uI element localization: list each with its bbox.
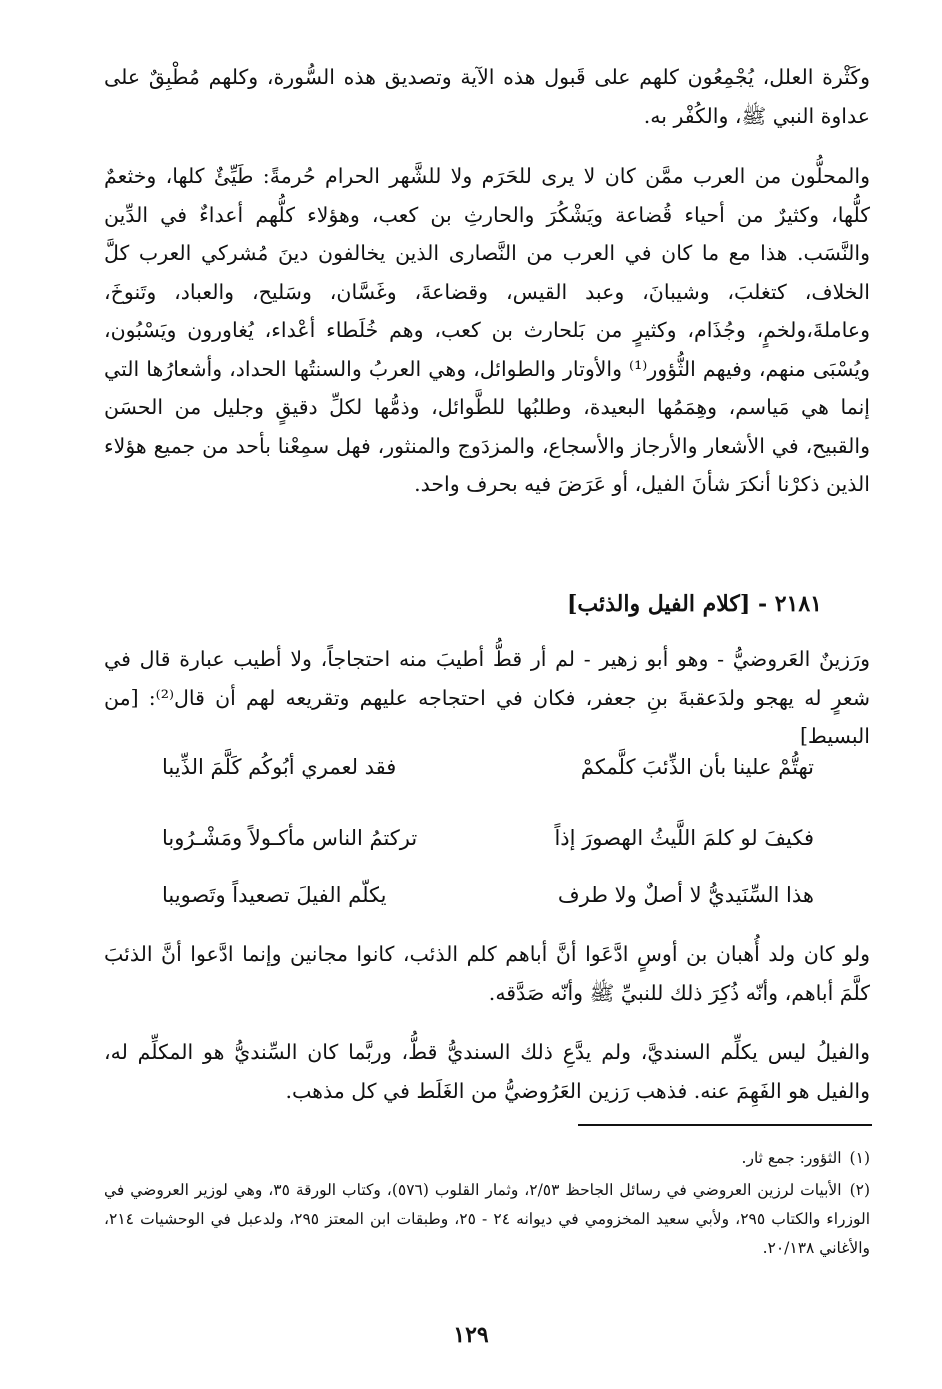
footnote-2-text: الأبيات لرزين العروضي في رسائل الجاحظ ٢/٥٣، وثمار القلوب (٥٧٦)، وكتاب الورقة ٣٥، وهي لوزير العروضي في الوزراء والكتاب ٢٩٥، ولأبي سعيد المخزومي في ديوانه ٢٤ - ٢٥، وطبقات ابن المعتز ٢٩٥، ولدعبل في الوحشيات ٢١٤، والأغاني ٢٠/١٣٨.	[104, 1181, 871, 1257]
footnote-1-number: (١)	[849, 1149, 870, 1167]
paragraph-2: والمحلُّون من العرب ممَّن كان لا يرى للحَرَم ولا للشَّهر الحرام حُرمةً: طَيِّئٌ كلها، وخثعمٌ كلُّها، وكثيرٌ من أحياء قُضاعة ويَشْكُرَ والحارثِ بن كعب، وهؤلاء كلُّهم أعداءٌ في الدِّين والنَّسَب. هذا مع ما كان في العرب من النَّصارى الذين يخالفون دينَ مُشركي العرب كلَّ الخلاف، كتغلبَ، وشيبانَ، وعبد القيس، وقضاعةَ، وغَسَّان، وسَليح، والعباد، وتَنوخَ، وعاملةَ،ولخمٍ، وجُذَام، وكثيرٍ من بَلحارث بن كعب، وهم خُلَطاء أعْداء، يُغاورون ويَسْبُون، ويُسْبَى منهم، وفيهم الثُّؤور⁽¹⁾ والأوتار والطوائل، وهي العربُ والسنتُها الحداد، وأشعارُها التي إنما هي مَياسم، وهِمَمُها البعيدة، وطلبُها للطَّوائل، وذمُّها لكلِّ دقيقٍ وجليل من الحسَن والقبيح، في الأشعار والأرجاز والأسجاع، والمزدَوج والمنثور، فهل سمِعْنا بأحد من جميع هؤلاء الذين ذكرْنا أنكرَ شأنَ الفيل، أو عَرَضَ فيه بحرف واحد.	[104, 164, 870, 496]
footnote-1	[104, 1144, 870, 1173]
verse-2-second-hemistich: تركتمُ الناس مأكـولاً ومَشْـرُوبا	[162, 826, 418, 850]
verse-1-first-hemistich: تهتُّمْ علينا بأن الذِّئبَ كلَّمكمْ	[580, 755, 814, 779]
footnote-1-text: الثؤور: جمع ثار.	[741, 1149, 842, 1167]
footnote-divider	[578, 1124, 872, 1126]
verse-1-second-hemistich: فقد لعمري أبُوكُم كَلَّمَ الذِّيبا	[162, 755, 397, 779]
paragraph-4: ولو كان ولد أُهبان بن أوسٍ ادَّعَوا أنَّ أباهم كلم الذئب، كانوا مجانين وإنما ادَّعوا أنَّ الذئبَ كلَّمَ أباهم، وأنّه ذُكِرَ ذلك للنبيِّ ﷺ وأنّه صَدَّقه.	[104, 942, 870, 1005]
verse-2-first-hemistich: فكيفَ لو كلمَ اللَّيثُ الهصورَ إذاً	[554, 826, 814, 850]
footnote-2	[104, 1176, 870, 1263]
verse-3-second-hemistich: يكلّم الفيلَ تصعيداً وتَصويبا	[162, 883, 387, 907]
paragraph-5: والفيلُ ليس يكلِّم السنديَّ، ولم يدَّعِ ذلك السنديُّ قطُّ، وربَّما كان السِّنديُّ هو المكلِّم له، والفيل هو الفَهِمَ عنه. فذهب رَزين العَرُوضيُّ من الغَلَط في كل مذهب.	[104, 1040, 870, 1103]
page-number: ١٢٩	[453, 1322, 489, 1348]
section-heading: ٢١٨١ - [كلام الفيل والذئب]	[566, 591, 822, 617]
paragraph-1: وكَثْرة العلل، يُجْمِعُون كلهم على قَبول هذه الآية وتصديق هذه السُّورة، وكلهم مُطْبِقٌ على عداوة النبي ﷺ، والكُفْر به.	[104, 65, 870, 128]
paragraph-3: ورَزينٌ العَروضيُّ - وهو أبو زهير - لم أر قطُّ أطيبَ منه احتجاجاً، ولا أطيب عبارة قال في شعرٍ له يهجو ولدَعقبةَ بنِ جعفر، فكان في احتجاجه عليهم وتقريعه لهم أن قال⁽²⁾: [من البسيط]	[104, 647, 870, 748]
footnote-2-number: (٢)	[849, 1181, 871, 1199]
verse-3-first-hemistich: هذا السِّنَيديُّ لا أصلٌ ولا طرف	[557, 883, 814, 907]
